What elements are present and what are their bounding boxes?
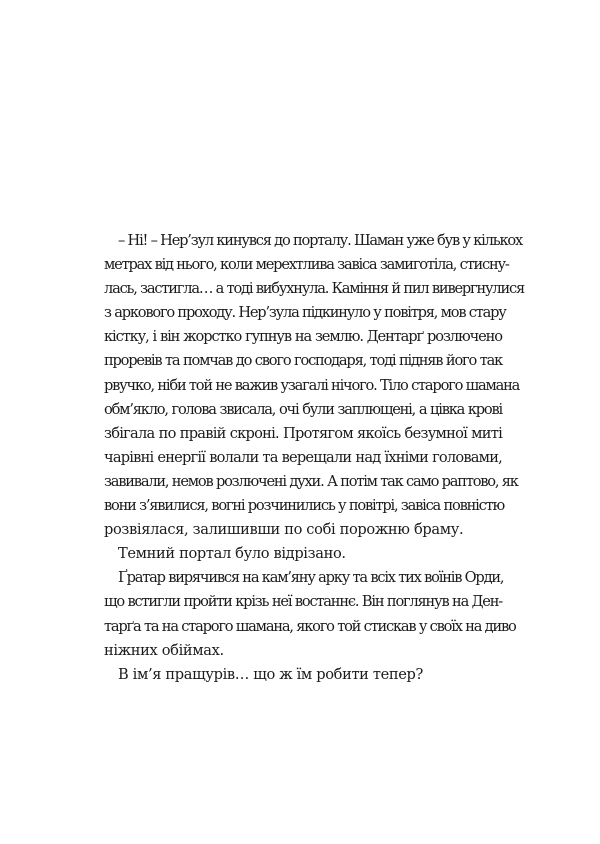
paragraph-2	[104, 542, 502, 566]
body-text	[104, 229, 524, 687]
text-line: тарґа та на старого шамана, якого той стискав у своїх на диво	[104, 617, 516, 635]
paragraph-1	[104, 229, 524, 542]
text-line: збігала по правій скроні. Протягом якоїсь безумної миті	[104, 424, 502, 442]
paragraph-4	[104, 663, 502, 687]
text-line: вони з’явилися, вогні розчинились у повітрі, завіса повністю	[104, 497, 504, 515]
text-line: проревів та помчав до свого господаря, тоді підняв його так	[104, 352, 502, 370]
text-line: завивали, немов розлючені духи. А потім так само раптово, як	[104, 472, 518, 490]
text-line: – Ні! – Нер’зул кинувся до порталу. Шаман уже був у кількох	[118, 232, 522, 249]
text-line: з аркового проходу. Нер’зула підкинуло у повітря, мов стару	[104, 304, 506, 322]
text-line: В ім’я пращурів… що ж їм робити тепер?	[118, 665, 423, 683]
text-line: лась, застигла… а тоді вибухнула. Каміння й пил вивергнулися	[104, 280, 524, 298]
paragraph-3	[104, 566, 516, 662]
text-line: кістку, і він жорстко гупнув на землю. Дентарґ розлючено	[104, 328, 502, 346]
text-line: обм’якло, голова звисала, очі були заплющені, а цівка крові	[104, 400, 502, 418]
text-line: що встигли пройти крізь неї востаннє. Він поглянув на Ден-	[104, 593, 502, 611]
text-line: ніжних обіймах.	[104, 641, 224, 659]
text-line: Темний портал було відрізано.	[118, 545, 346, 563]
text-line: Ґратар вирячився на кам’яну арку та всіх тих воїнів Орди,	[118, 569, 504, 587]
text-line: розвіялася, залишивши по собі порожню браму.	[104, 521, 464, 539]
text-line: метрах від нього, коли мерехтлива завіса замиготіла, стисну-	[104, 256, 509, 274]
text-line: рвучко, ніби той не важив узагалі нічого. Тіло старого шамана	[104, 376, 520, 394]
text-line: чарівні енергії волали та верещали над їхніми головами,	[104, 448, 502, 466]
